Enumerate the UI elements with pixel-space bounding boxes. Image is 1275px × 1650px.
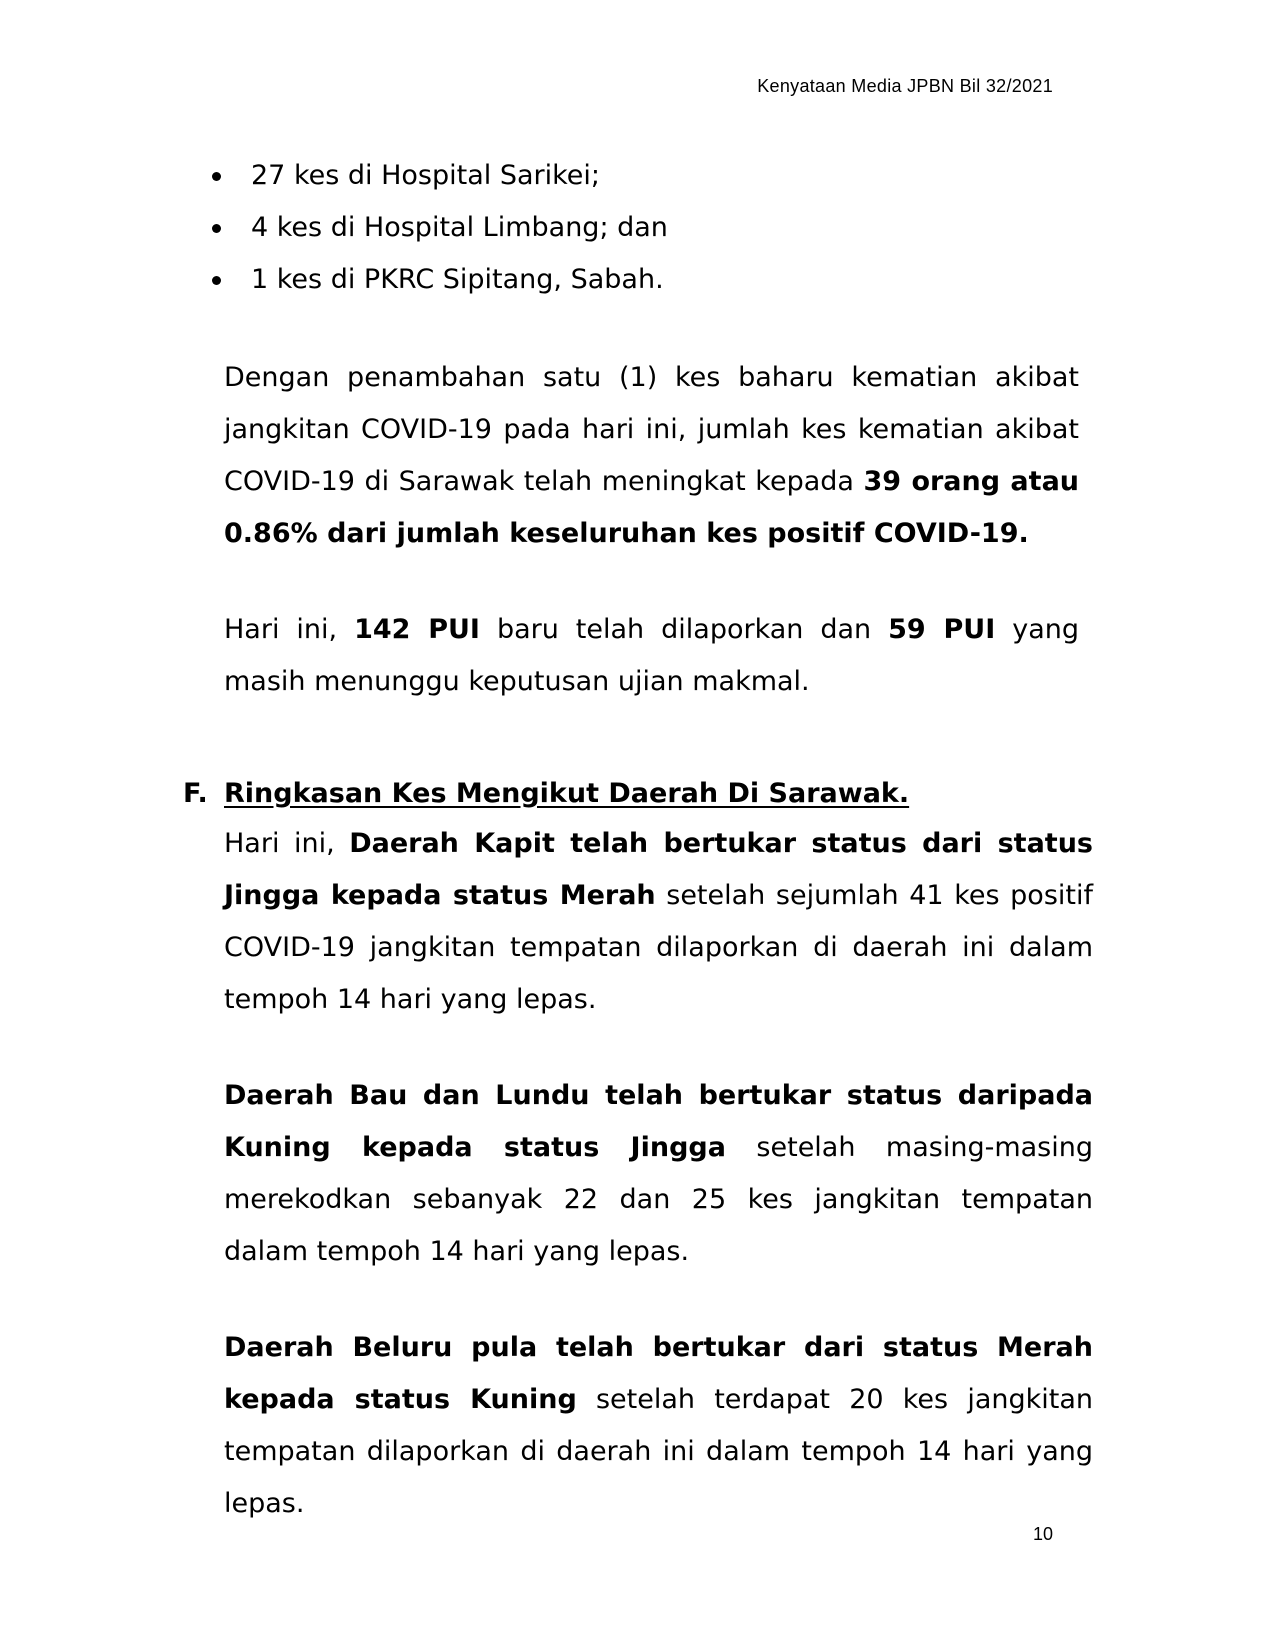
paragraph-bold-text: Daerah Beluru pula telah bertukar dari status Merah kepada status Kuning bbox=[224, 1332, 1093, 1415]
paragraph-text: setelah masing-masing merekodkan sebanyak 22 dan 25 kes jangkitan tempatan dalam tempoh 14 hari yang lepas. bbox=[224, 1132, 1093, 1267]
paragraph-text: baru telah dilaporkan dan bbox=[479, 614, 889, 645]
document-reference-header: Kenyataan Media JPBN Bil 32/2021 bbox=[757, 76, 1053, 96]
paragraph-bold-text: Daerah Bau dan Lundu telah bertukar status daripada Kuning kepada status Jingga bbox=[224, 1080, 1093, 1163]
bullet-icon bbox=[212, 172, 221, 181]
bullet-icon bbox=[212, 224, 221, 233]
paragraph-bold-text: Daerah Kapit telah bertukar status dari status Jingga kepada status Merah bbox=[224, 828, 1093, 911]
section-letter: F. bbox=[183, 778, 208, 809]
paragraph-text: Dengan penambahan satu (1) kes baharu kematian akibat jangkitan COVID-19 pada hari ini, jumlah kes kematian akibat COVID-19 di Sarawak telah meningkat kepada bbox=[224, 362, 1079, 497]
paragraph-text: Hari ini, bbox=[224, 614, 355, 645]
list-item bbox=[212, 202, 668, 254]
beluru-status-paragraph bbox=[224, 1322, 1093, 1530]
hospital-cases-list bbox=[212, 150, 668, 306]
list-item-text: 27 kes di Hospital Sarikei; bbox=[251, 160, 601, 191]
paragraph-bold-text: 59 PUI bbox=[888, 614, 996, 645]
list-item bbox=[212, 254, 668, 306]
paragraph-text: setelah terdapat 20 kes jangkitan tempatan dilaporkan di daerah ini dalam tempoh 14 hari yang lepas. bbox=[224, 1384, 1093, 1519]
death-cases-paragraph bbox=[224, 352, 1079, 560]
bau-lundu-status-paragraph bbox=[224, 1070, 1093, 1278]
paragraph-text: Hari ini, bbox=[224, 828, 350, 859]
paragraph-bold-text: 142 PUI bbox=[354, 614, 480, 645]
section-title: Ringkasan Kes Mengikut Daerah Di Sarawak. bbox=[224, 778, 910, 809]
pui-paragraph bbox=[224, 604, 1079, 708]
list-item-text: 4 kes di Hospital Limbang; dan bbox=[251, 212, 668, 243]
list-item bbox=[212, 150, 668, 202]
paragraph-bold-text: 39 orang atau 0.86% dari jumlah keseluruhan kes positif COVID-19. bbox=[224, 466, 1080, 549]
page-number: 10 bbox=[1032, 1524, 1053, 1544]
section-heading bbox=[183, 768, 909, 820]
kapit-status-paragraph bbox=[224, 818, 1093, 1026]
list-item-text: 1 kes di PKRC Sipitang, Sabah. bbox=[251, 264, 664, 295]
paragraph-text: yang masih menunggu keputusan ujian makmal. bbox=[224, 614, 1079, 697]
bullet-icon bbox=[212, 276, 221, 285]
paragraph-text: setelah sejumlah 41 kes positif COVID-19 jangkitan tempatan dilaporkan di daerah ini dalam tempoh 14 hari yang lepas. bbox=[224, 880, 1093, 1015]
